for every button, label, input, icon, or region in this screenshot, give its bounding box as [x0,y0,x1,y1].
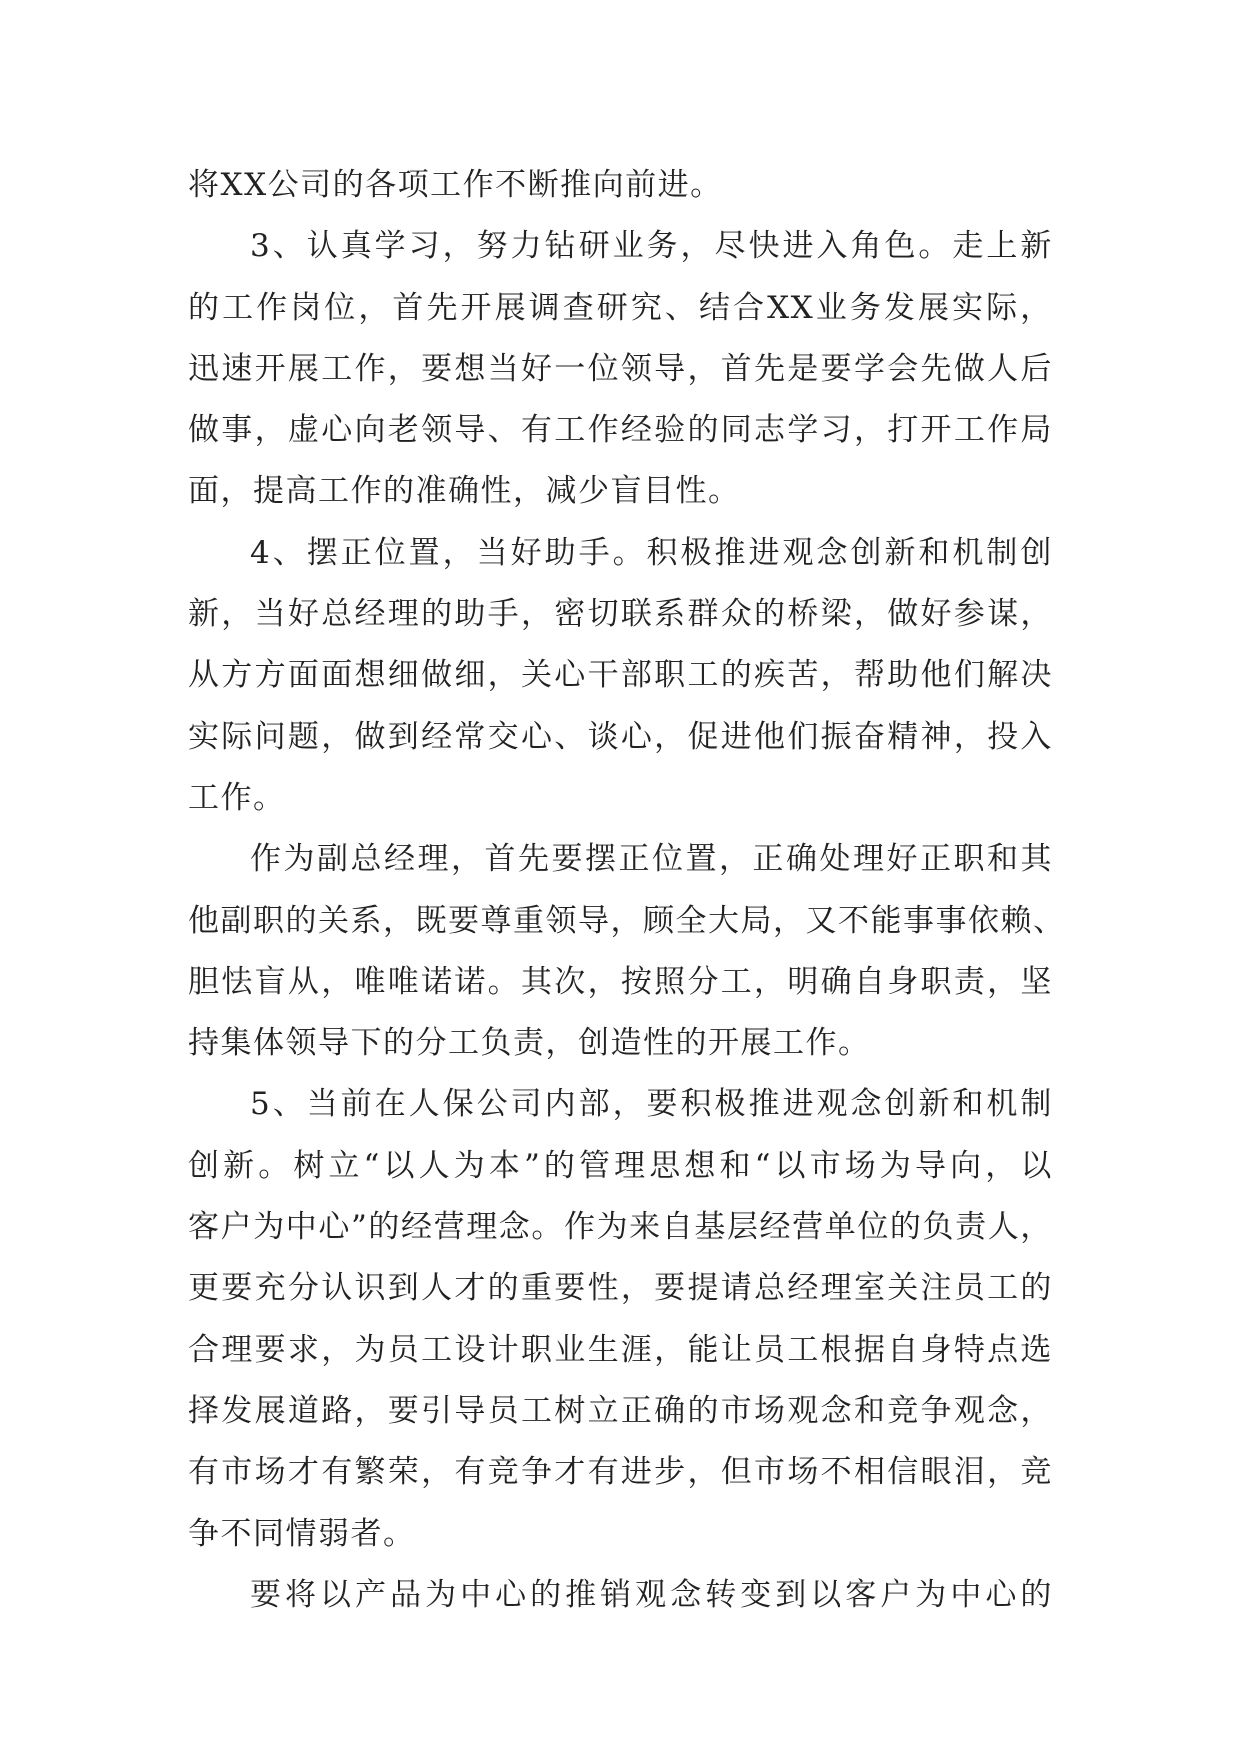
text-line: 做 事 ， 虚 心 向 老 领 导 、 有 工 作 经 验 的 同 志 学 习 ， 打 开 工 作 局 [188,412,1053,449]
text-line: 将XX公司的各项工作不断推向前进。 [188,167,723,203]
text-line: 创 新 。 树 立 “ 以 人 为 本 ” 的 管 理 思 想 和 “ 以 市 场 为 导 向 ， 以 [188,1147,1053,1184]
text-line: 争不同情弱者。 [188,1515,416,1552]
text-line: 要 将 以 产 品 为 中 心 的 推 销 观 念 转 变 到 以 客 户 为 中 心 的 [250,1576,1053,1613]
text-line: 作 为 副 总 经 理 ， 首 先 要 摆 正 位 置 ， 正 确 处 理 好 正 职 和 其 [250,841,1053,878]
text-line: 迅 速 开 展 工 作 ， 要 想 当 好 一 位 领 导 ， 首 先 是 要 学 会 先 做 人 后 [188,350,1053,387]
text-line: 5 、 当 前 在 人 保 公 司 内 部 ， 要 积 极 推 进 观 念 创 新 和 机 制 [250,1086,1053,1123]
text-line: 4 、 摆 正 位 置 ， 当 好 助 手 。 积 极 推 进 观 念 创 新 和 机 制 创 [250,534,1053,571]
text-line: 胆 怯 盲 从 ， 唯 唯 诺 诺 。 其 次 ， 按 照 分 工 ， 明 确 自 身 职 责 ， 坚 [188,963,1053,1000]
text-line: 他 副 职 的 关 系 ， 既 要 尊 重 领 导 ， 顾 全 大 局 ， 又 不 能 事 事 依 赖 、 [188,902,1066,939]
text-line: 有 市 场 才 有 繁 荣 ， 有 竞 争 才 有 进 步 ， 但 市 场 不 相 信 眼 泪 ， 竞 [188,1454,1053,1491]
text-line: 实 际 问 题 ， 做 到 经 常 交 心 、 谈 心 ， 促 进 他 们 振 奋 精 神 ， 投 入 [188,718,1053,755]
text-line: 的 工 作 岗 位 ， 首 先 开 展 调 查 研 究 、 结 合 XX 业 务 发 展 实 际 ， [188,289,1053,326]
text-line: 择 发 展 道 路 ， 要 引 导 员 工 树 立 正 确 的 市 场 观 念 和 竞 争 观 念 ， [188,1392,1053,1429]
text-line: 客 户 为 中 心 ” 的 经 营 理 念 。 作 为 来 自 基 层 经 营 单 位 的 负 责 人 ， [188,1209,1053,1246]
text-line: 3 、 认 真 学 习 ， 努 力 钻 研 业 务 ， 尽 快 进 入 角 色 。 走 上 新 [250,228,1053,265]
text-line: 持集体领导下的分工负责，创造性的开展工作。 [188,1025,871,1062]
text-line: 新 ， 当 好 总 经 理 的 助 手 ， 密 切 联 系 群 众 的 桥 梁 ， 做 好 参 谋 ， [188,596,1053,633]
document-body [188,155,1066,1626]
text-line: 从 方 方 面 面 想 细 做 细 ， 关 心 干 部 职 工 的 疾 苦 ， 帮 助 他 们 解 决 [188,657,1053,694]
text-line: 面，提高工作的准确性，减少盲目性。 [188,473,741,510]
text-line: 工作。 [188,779,286,816]
text-line: 更 要 充 分 认 识 到 人 才 的 重 要 性 ， 要 提 请 总 经 理 室 关 注 员 工 的 [188,1270,1053,1307]
text-line: 合 理 要 求 ， 为 员 工 设 计 职 业 生 涯 ， 能 让 员 工 根 据 自 身 特 点 选 [188,1331,1053,1368]
